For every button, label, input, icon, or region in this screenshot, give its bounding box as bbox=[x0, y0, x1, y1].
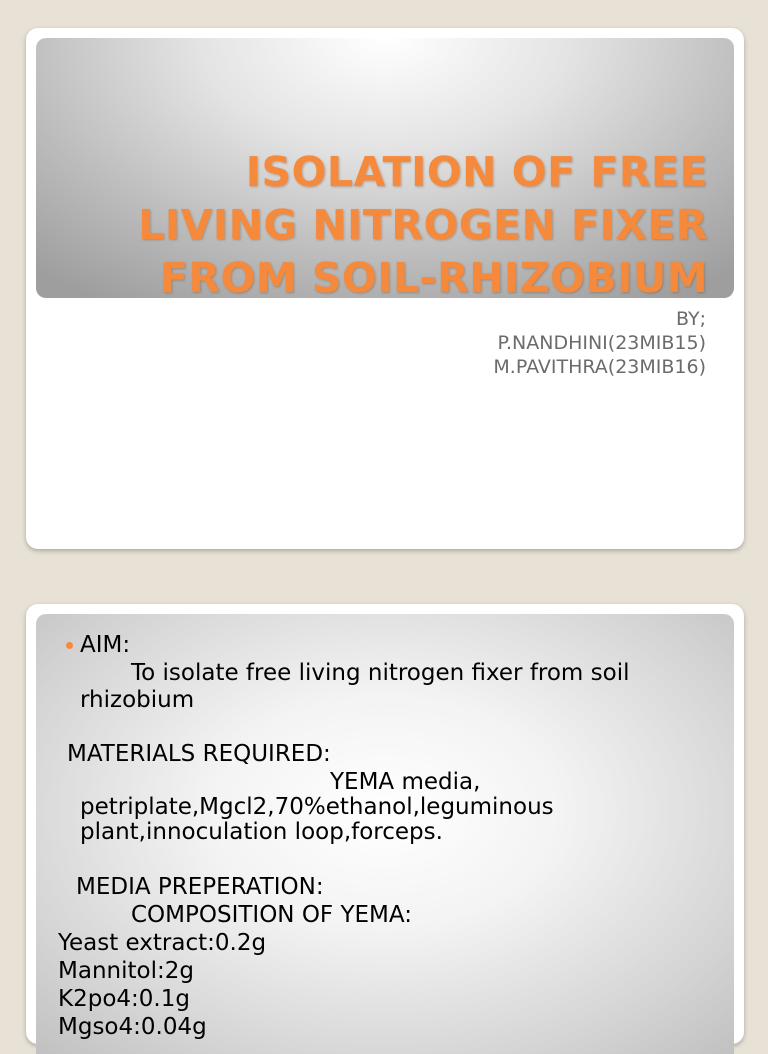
content-slide bbox=[26, 604, 744, 1044]
composition-item: Mgso4:0.04g bbox=[58, 1014, 207, 1040]
aim-heading: AIM: bbox=[80, 632, 131, 658]
materials-heading: MATERIALS REQUIRED: bbox=[67, 741, 331, 767]
materials-text: YEMA media, bbox=[330, 769, 481, 795]
bullet-icon bbox=[66, 642, 73, 649]
materials-text: petriplate,Mgcl2,70%ethanol,leguminous bbox=[80, 794, 554, 820]
slide-title bbox=[138, 146, 708, 305]
title-slide bbox=[26, 28, 744, 549]
composition-item: Yeast extract:0.2g bbox=[58, 930, 267, 956]
composition-item: K2po4:0.1g bbox=[58, 986, 190, 1012]
by-label: BY; bbox=[675, 308, 706, 330]
title-line: LIVING NITROGEN FIXER bbox=[138, 201, 708, 249]
author-name: P.NANDHINI(23MIB15) bbox=[497, 332, 706, 354]
author-block bbox=[493, 307, 706, 379]
composition-item: Mannitol:2g bbox=[58, 958, 194, 984]
title-line: FROM SOIL-RHIZOBIUM bbox=[159, 254, 708, 302]
media-heading: MEDIA PREPERATION: bbox=[76, 874, 324, 900]
materials-text: plant,innoculation loop,forceps. bbox=[80, 819, 443, 845]
aim-text: rhizobium bbox=[80, 687, 195, 713]
aim-text: To isolate free living nitrogen fixer from soil bbox=[131, 660, 630, 686]
composition-heading: COMPOSITION OF YEMA: bbox=[131, 902, 412, 928]
content-panel bbox=[36, 614, 734, 1054]
author-name: M.PAVITHRA(23MIB16) bbox=[493, 356, 706, 378]
title-line: ISOLATION OF FREE bbox=[245, 148, 708, 196]
